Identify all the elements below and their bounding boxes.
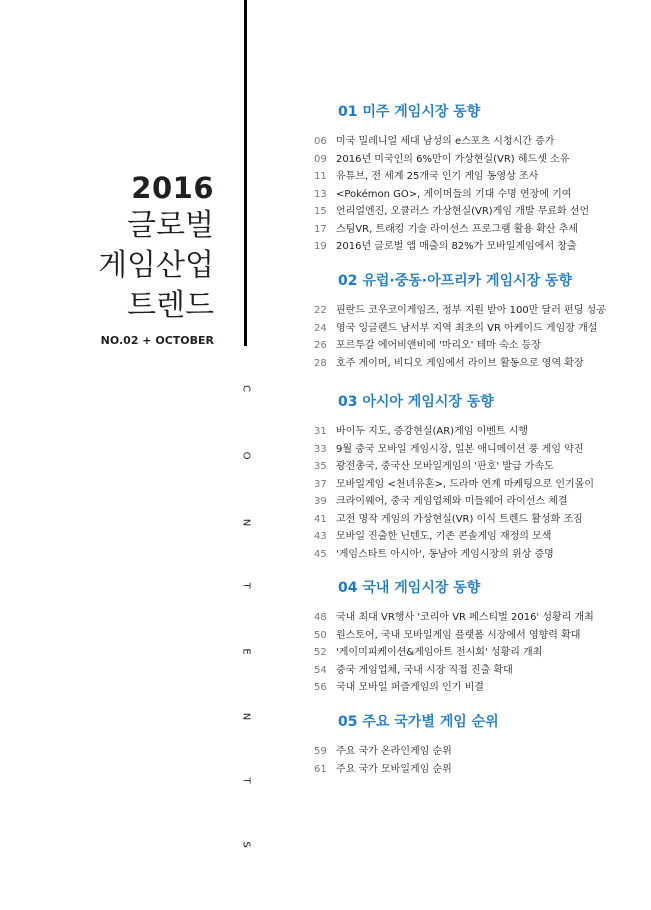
toc-entry[interactable] [314, 186, 634, 204]
contents-letter: T [240, 582, 252, 589]
entry-title: 주요 국가 모바일게임 순위 [336, 763, 452, 775]
toc-entry[interactable] [314, 441, 634, 459]
toc-entry[interactable] [314, 627, 634, 645]
page-number: 41 [314, 513, 327, 525]
page-number: 15 [314, 206, 327, 217]
page-number: 11 [314, 171, 327, 182]
contents-letter: O [240, 451, 252, 460]
page-number: 24 [314, 322, 327, 334]
contents-letter: S [240, 841, 252, 848]
page-number: 31 [314, 426, 327, 437]
page-number: 61 [314, 763, 327, 775]
entry-title: 2016년 글로벌 앱 매출의 82%가 모바일게임에서 창출 [336, 241, 577, 252]
page-number: 39 [314, 496, 327, 507]
page-number: 26 [314, 340, 327, 351]
entry-title: 모바일 진출한 닌텐도, 기존 콘솔게임 재정의 모색 [336, 531, 552, 542]
entry-title: 원스토어, 국내 모바일게임 플랫폼 시장에서 영향력 확대 [336, 629, 581, 641]
title-line-2: 게임산업 [98, 248, 214, 283]
toc-entry[interactable] [314, 355, 634, 373]
entry-title: 크라이웨어, 중국 게임업체와 미들웨어 라이선스 체결 [336, 496, 568, 507]
toc-entry[interactable] [314, 511, 634, 529]
toc-section-rankings [314, 711, 634, 778]
section-title: 02 유럽·중동·아프리카 게임시장 동향 [338, 273, 573, 289]
entry-title: 광전총국, 중국산 모바일게임의 '판호' 발급 가속도 [336, 461, 554, 472]
toc-entry[interactable] [314, 761, 634, 779]
page-number: 06 [314, 136, 327, 147]
entry-title: 미국 밀레니얼 세대 남성의 e스포츠 시청시간 증가 [336, 136, 555, 147]
contents-letter: C [240, 385, 252, 392]
page-number: 52 [314, 647, 327, 658]
toc-entry[interactable] [314, 168, 634, 186]
entry-title: 유튜브, 전 세계 25개국 인기 게임 동영상 조사 [336, 171, 539, 182]
entry-title: 중국 게임업체, 국내 시장 직접 진출 확대 [336, 664, 513, 676]
page-number: 48 [314, 612, 327, 623]
toc-entry[interactable] [314, 528, 634, 546]
title-year: 2016 [131, 171, 214, 205]
entry-title: 핀란드 코우코이게임즈, 정부 지원 받아 100만 달러 펀딩 성공 [336, 305, 606, 316]
entry-title: 국내 최대 VR행사 '코리아 VR 페스티벌 2016' 성황리 개최 [336, 612, 594, 623]
section-title: 05 주요 국가별 게임 순위 [338, 714, 499, 730]
page-number: 17 [314, 223, 327, 235]
toc-entry[interactable] [314, 337, 634, 355]
section-title: 03 아시아 게임시장 동향 [338, 394, 494, 410]
entry-title: 스팀VR, 트래킹 기술 라이선스 프로그램 활용 확산 추세 [336, 223, 579, 235]
page-number: 22 [314, 305, 327, 316]
page-number: 45 [314, 548, 327, 560]
toc-section-emea [314, 270, 634, 372]
entry-title: 호주 게이머, 비디오 게임에서 라이브 활동으로 영역 확장 [336, 357, 584, 369]
magazine-title-block [98, 170, 214, 326]
entry-title: '게임스타트 아시아', 동남아 게임시장의 위상 증명 [336, 548, 554, 560]
toc-entry[interactable] [314, 476, 634, 494]
entry-title: 2016년 미국인의 6%만이 가상현실(VR) 헤드셋 소유 [336, 153, 570, 165]
entry-title: 국내 모바일 퍼즐게임의 인기 비결 [336, 682, 484, 693]
title-line-1: 글로벌 [127, 208, 214, 243]
toc-section-americas [314, 101, 634, 256]
entry-title: 영국 잉글랜드 남서부 지역 최초의 VR 아케이드 게임장 개설 [336, 322, 598, 334]
toc-entry[interactable] [314, 302, 634, 320]
issue-label: NO.02 + OCTOBER [100, 334, 214, 347]
contents-letter: N [240, 518, 252, 527]
page-number: 59 [314, 746, 327, 757]
entry-title: 고전 명작 게임의 가상현실(VR) 이식 트렌드 활성화 조짐 [336, 513, 583, 525]
toc-section-domestic [314, 577, 634, 697]
page-number: 50 [314, 629, 327, 641]
page-number: 43 [314, 531, 327, 542]
entry-title: 모바일게임 <천녀유혼>, 드라마 연계 마케팅으로 인기몰이 [336, 478, 595, 490]
page-number: 54 [314, 664, 327, 676]
toc-entry[interactable] [314, 238, 634, 256]
toc-entry[interactable] [314, 221, 634, 239]
entry-title: 9월 중국 모바일 게임시장, 일본 애니메이션 풍 게임 약진 [336, 443, 584, 455]
toc-entry[interactable] [314, 133, 634, 151]
toc-entry[interactable] [314, 203, 634, 221]
page-number: 28 [314, 357, 327, 369]
page-number: 09 [314, 153, 327, 165]
toc-entry[interactable] [314, 151, 634, 169]
contents-letter: N [240, 712, 252, 721]
section-title: 04 국내 게임시장 동향 [338, 580, 481, 596]
entry-title: <Pokémon GO>, 게이머들의 기대 수명 연장에 기여 [336, 188, 572, 200]
toc-entry[interactable] [314, 546, 634, 564]
page-number: 13 [314, 188, 327, 200]
page-number: 19 [314, 241, 327, 252]
toc-entry[interactable] [314, 320, 634, 338]
section-title: 01 미주 게임시장 동향 [338, 104, 481, 120]
entry-title: 바이두 지도, 증강현실(AR)게임 이벤트 시행 [336, 426, 529, 437]
toc-entry[interactable] [314, 743, 634, 761]
page-number: 35 [314, 461, 327, 472]
contents-letter: T [240, 777, 252, 784]
toc-entry[interactable] [314, 493, 634, 511]
entry-title: '게이미피케이션&게임아트 전시회' 성황리 개최 [336, 647, 543, 658]
page-number: 37 [314, 478, 327, 490]
vertical-divider-line [244, 0, 247, 346]
toc-entry[interactable] [314, 458, 634, 476]
page-number: 33 [314, 443, 327, 455]
entry-title: 주요 국가 온라인게임 순위 [336, 746, 452, 757]
toc-entry[interactable] [314, 423, 634, 441]
contents-letter: E [240, 648, 252, 655]
toc-section-asia [314, 391, 634, 563]
toc-entry[interactable] [314, 679, 634, 697]
entry-title: 언리얼엔진, 오큘러스 가상현실(VR)게임 개발 무료화 선언 [336, 206, 590, 217]
toc-entry[interactable] [314, 662, 634, 680]
page-number: 56 [314, 682, 327, 693]
entry-title: 포르투갈 에어비앤비에 '마리오' 테마 숙소 등장 [336, 340, 541, 351]
toc-entry[interactable] [314, 644, 634, 662]
title-line-3: 트렌드 [127, 288, 214, 323]
toc-entry[interactable] [314, 609, 634, 627]
